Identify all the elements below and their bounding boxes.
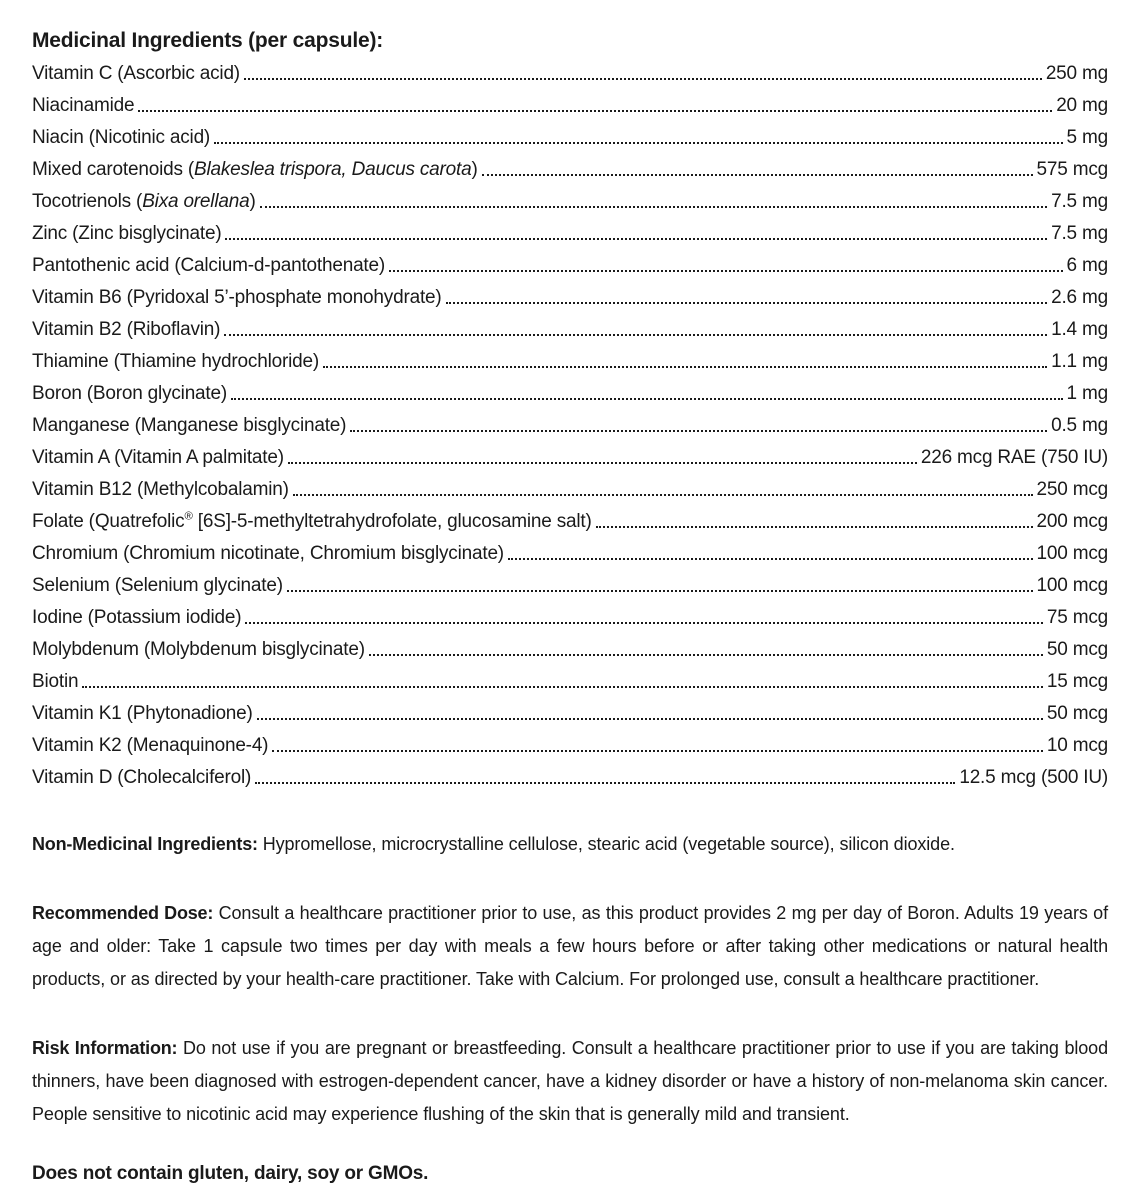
dot-leader (272, 750, 1043, 752)
ingredient-row (32, 88, 1108, 120)
non-medicinal-label: Non-Medicinal Ingredients: (32, 834, 258, 854)
ingredient-amount: 5 mg (1066, 127, 1108, 148)
ingredient-name: Boron (Boron glycinate) (32, 383, 228, 404)
dot-leader (231, 398, 1063, 400)
ingredient-amount: 15 mcg (1046, 671, 1108, 692)
ingredient-row (32, 664, 1108, 696)
dot-leader (225, 238, 1047, 240)
ingredient-name: Vitamin B12 (Methylcobalamin) (32, 479, 289, 500)
ingredient-row (32, 536, 1108, 568)
ingredient-name: Vitamin D (Cholecalciferol) (32, 767, 252, 788)
ingredient-name: Vitamin C (Ascorbic acid) (32, 63, 240, 84)
risk-information-label: Risk Information: (32, 1038, 178, 1058)
dot-leader (138, 110, 1052, 112)
risk-information-section (32, 1032, 1108, 1131)
ingredient-row (32, 600, 1108, 632)
ingredient-row (32, 376, 1108, 408)
medicinal-ingredients-heading: Medicinal Ingredients (per capsule): (32, 29, 384, 52)
ingredient-row (32, 568, 1108, 600)
dot-leader (596, 526, 1033, 528)
risk-information-text: Do not use if you are pregnant or breastfeeding. Consult a healthcare practitioner prior to use if you are taking blood thinners, have been diagnosed with estrogen-dependent cancer, have a kidney disorder or have a history of non-melanoma skin cancer. People sensitive to nicotinic acid may experience flushing of the skin that is generally mild and transient. (32, 1038, 1108, 1124)
ingredient-name: Pantothenic acid (Calcium-d-pantothenate) (32, 255, 386, 276)
ingredient-name: Manganese (Manganese bisglycinate) (32, 415, 347, 436)
ingredient-row (32, 760, 1108, 792)
ingredient-row (32, 472, 1108, 504)
ingredient-row (32, 696, 1108, 728)
ingredient-row (32, 216, 1108, 248)
ingredient-row (32, 120, 1108, 152)
ingredient-amount: 1.4 mg (1051, 319, 1108, 340)
ingredient-name: Biotin (32, 671, 79, 692)
ingredient-amount: 2.6 mg (1051, 287, 1108, 308)
ingredient-amount: 75 mcg (1046, 607, 1108, 628)
ingredients-list (32, 56, 1108, 792)
ingredient-name: Iodine (Potassium iodide) (32, 607, 242, 628)
ingredient-row (32, 728, 1108, 760)
ingredient-amount: 250 mg (1045, 63, 1108, 84)
dot-leader (293, 494, 1033, 496)
non-medicinal-section (32, 828, 1108, 861)
ingredient-name: Zinc (Zinc bisglycinate) (32, 223, 222, 244)
ingredient-amount: 250 mcg (1036, 479, 1108, 500)
ingredient-name: Vitamin B2 (Riboflavin) (32, 319, 221, 340)
ingredient-row (32, 56, 1108, 88)
ingredient-name: Vitamin K1 (Phytonadione) (32, 703, 253, 724)
ingredient-row (32, 248, 1108, 280)
ingredient-name: Selenium (Selenium glycinate) (32, 575, 283, 596)
ingredient-amount: 50 mcg (1046, 639, 1108, 660)
dot-leader (446, 302, 1048, 304)
ingredient-row (32, 344, 1108, 376)
dot-leader (350, 430, 1047, 432)
dot-leader (482, 174, 1033, 176)
ingredient-name: Chromium (Chromium nicotinate, Chromium bisglycinate) (32, 543, 504, 564)
ingredient-amount: 7.5 mg (1051, 223, 1108, 244)
ingredient-row (32, 280, 1108, 312)
dot-leader (82, 686, 1043, 688)
dot-leader (255, 782, 955, 784)
dot-leader (260, 206, 1048, 208)
ingredient-amount: 0.5 mg (1051, 415, 1108, 436)
ingredient-name: Niacin (Nicotinic acid) (32, 127, 211, 148)
ingredient-amount: 50 mcg (1046, 703, 1108, 724)
ingredient-name: Vitamin B6 (Pyridoxal 5’-phosphate monohydrate) (32, 287, 442, 308)
dot-leader (245, 622, 1043, 624)
ingredient-amount: 1.1 mg (1051, 351, 1108, 372)
ingredient-name: Mixed carotenoids (Blakeslea trispora, Daucus carota) (32, 159, 478, 180)
ingredient-amount: 200 mcg (1036, 511, 1108, 532)
dot-leader (323, 366, 1047, 368)
ingredient-amount: 226 mcg RAE (750 IU) (920, 447, 1108, 468)
ingredient-name: Folate (Quatrefolic® [6S]-5-methyltetrahydrofolate, glucosamine salt) (32, 510, 592, 532)
ingredient-name: Niacinamide (32, 95, 135, 116)
dot-leader (288, 462, 917, 464)
ingredient-amount: 12.5 mcg (500 IU) (959, 767, 1108, 788)
ingredient-name: Tocotrienols (Bixa orellana) (32, 191, 256, 212)
ingredient-amount: 575 mcg (1036, 159, 1108, 180)
ingredient-amount: 7.5 mg (1051, 191, 1108, 212)
dot-leader (369, 654, 1043, 656)
dot-leader (244, 78, 1042, 80)
recommended-dose-section (32, 897, 1108, 996)
dot-leader (257, 718, 1043, 720)
ingredient-row (32, 440, 1108, 472)
ingredient-amount: 6 mg (1066, 255, 1108, 276)
ingredient-amount: 10 mcg (1046, 735, 1108, 756)
ingredient-amount: 20 mg (1056, 95, 1108, 116)
recommended-dose-text: Consult a healthcare practitioner prior to use, as this product provides 2 mg per day of Boron. Adults 19 years of age and older: Take 1 capsule two times per day with meals a few hours before or after taking other medications or natural health products, or as directed by your health-care practitioner. Take with Calcium. For prolonged use, consult a healthcare practitioner. (32, 903, 1108, 989)
recommended-dose-label: Recommended Dose: (32, 903, 214, 923)
dot-leader (389, 270, 1063, 272)
dot-leader (224, 334, 1047, 336)
ingredient-row (32, 152, 1108, 184)
ingredient-name: Thiamine (Thiamine hydrochloride) (32, 351, 319, 372)
ingredient-row (32, 312, 1108, 344)
ingredient-amount: 100 mcg (1036, 575, 1108, 596)
ingredient-amount: 1 mg (1066, 383, 1108, 404)
non-medicinal-text: Hypromellose, microcrystalline cellulose, stearic acid (vegetable source), silicon dioxide. (262, 834, 955, 854)
ingredient-row (32, 184, 1108, 216)
ingredient-row (32, 632, 1108, 664)
ingredient-amount: 100 mcg (1036, 543, 1108, 564)
dot-leader (508, 558, 1033, 560)
dot-leader (287, 590, 1033, 592)
ingredient-name: Molybdenum (Molybdenum bisglycinate) (32, 639, 365, 660)
ingredient-row (32, 504, 1108, 536)
does-not-contain-statement: Does not contain gluten, dairy, soy or GMOs. (32, 1163, 429, 1184)
ingredient-name: Vitamin A (Vitamin A palmitate) (32, 447, 284, 468)
dot-leader (214, 142, 1062, 144)
ingredient-name: Vitamin K2 (Menaquinone-4) (32, 735, 269, 756)
ingredient-row (32, 408, 1108, 440)
